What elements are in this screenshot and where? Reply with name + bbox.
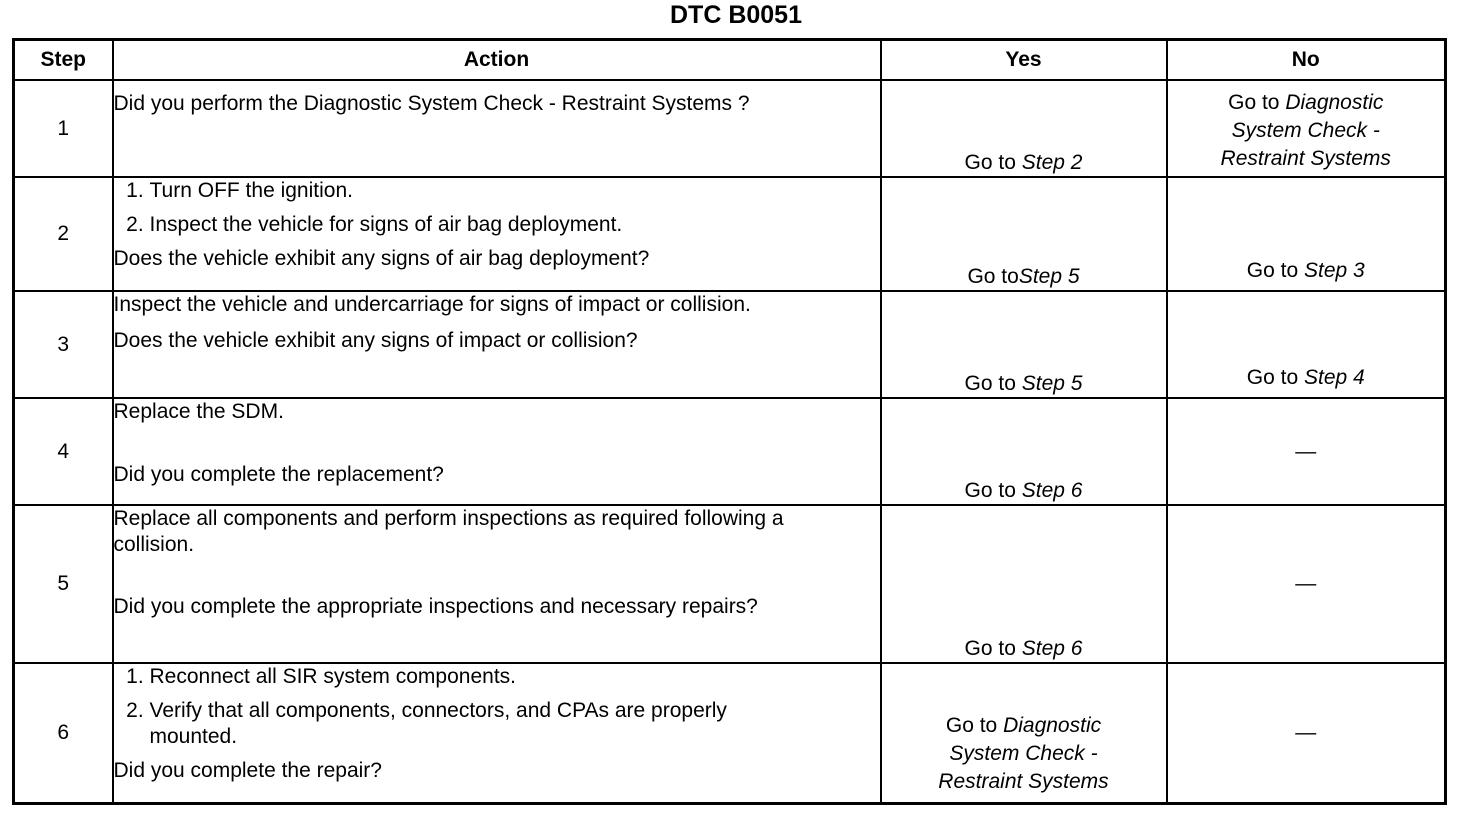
yes-link: Diagnostic System Check - Restraint Systems: [938, 713, 1109, 793]
table-row: [14, 80, 1446, 177]
no-cell: [1167, 80, 1446, 177]
step-number: 6: [14, 663, 113, 803]
table-row: [14, 291, 1446, 398]
action-list-item: 1. Reconnect all SIR system components.: [150, 664, 880, 690]
action-list-item: 2. Inspect the vehicle for signs of air bag deployment.: [150, 212, 880, 238]
no-link: Step 3: [1303, 259, 1365, 282]
action-text: Replace the SDM.: [113, 400, 284, 423]
yes-prefix: Go to: [964, 151, 1022, 174]
action-text: Replace all components and perform inspections as required following a collision.: [113, 507, 784, 556]
action-cell: [113, 505, 881, 663]
yes-prefix: Go to: [967, 265, 1019, 288]
header-yes: Yes: [881, 40, 1167, 81]
header-step: Step: [14, 40, 113, 81]
yes-link: Step 5: [1021, 372, 1083, 395]
yes-cell: [881, 177, 1167, 291]
action-question: Does the vehicle exhibit any signs of impact or collision?: [113, 329, 638, 352]
action-question: Did you complete the replacement?: [113, 463, 444, 486]
action-cell: [113, 80, 881, 177]
yes-prefix: Go to: [964, 479, 1022, 502]
no-prefix: Go to: [1246, 366, 1304, 389]
action-cell: [113, 291, 881, 398]
action-cell: [113, 177, 881, 291]
yes-prefix: Go to: [945, 713, 1004, 737]
diagnostic-table: [12, 38, 1447, 805]
yes-link: Step 2: [1021, 151, 1083, 174]
table-row: [14, 505, 1446, 663]
action-text: Inspect the vehicle and undercarriage for signs of impact or collision.: [113, 293, 751, 316]
no-cell: [1167, 177, 1446, 291]
step-number: 1: [14, 80, 113, 177]
action-list: [114, 178, 880, 238]
no-prefix: Go to: [1228, 91, 1286, 114]
document-title: DTC B0051: [670, 1, 802, 29]
yes-prefix: Go to: [964, 372, 1022, 395]
action-list-item: 1. Turn OFF the ignition.: [150, 178, 880, 204]
step-number: 4: [14, 398, 113, 505]
no-cell: [1167, 291, 1446, 398]
yes-cell: [881, 505, 1167, 663]
action-question: Does the vehicle exhibit any signs of air bag deployment?: [113, 247, 650, 270]
step-number: 5: [14, 505, 113, 663]
header-no: No: [1167, 40, 1446, 81]
no-prefix: Go to: [1246, 259, 1304, 282]
no-cell: —: [1167, 663, 1446, 803]
no-cell: —: [1167, 398, 1446, 505]
table-row: [14, 177, 1446, 291]
action-text: Did you perform the Diagnostic System Check - Restraint Systems ?: [113, 92, 750, 115]
table-header-row: [14, 40, 1446, 81]
step-number: 3: [14, 291, 113, 398]
yes-cell: [881, 291, 1167, 398]
no-link: Step 4: [1303, 366, 1365, 389]
no-cell: —: [1167, 505, 1446, 663]
yes-cell: [881, 80, 1167, 177]
table-row: [14, 398, 1446, 505]
table-row: [14, 663, 1446, 803]
action-cell: [113, 398, 881, 505]
yes-cell: [881, 398, 1167, 505]
step-number: 2: [14, 177, 113, 291]
yes-cell: [881, 663, 1167, 803]
yes-link: Step 5: [1018, 265, 1080, 288]
header-action: Action: [113, 40, 881, 81]
action-question: Did you complete the repair?: [113, 759, 382, 782]
yes-link: Step 6: [1021, 637, 1083, 660]
action-cell: [113, 663, 881, 803]
yes-prefix: Go to: [964, 637, 1022, 660]
action-list-item: 2. Verify that all components, connectors, and CPAs are properly mounted.: [150, 698, 750, 750]
yes-link: Step 6: [1021, 479, 1083, 502]
action-list: [114, 664, 880, 750]
no-link: Diagnostic System Check - Restraint Systems: [1220, 91, 1391, 170]
action-question: Did you complete the appropriate inspections and necessary repairs?: [113, 595, 758, 618]
